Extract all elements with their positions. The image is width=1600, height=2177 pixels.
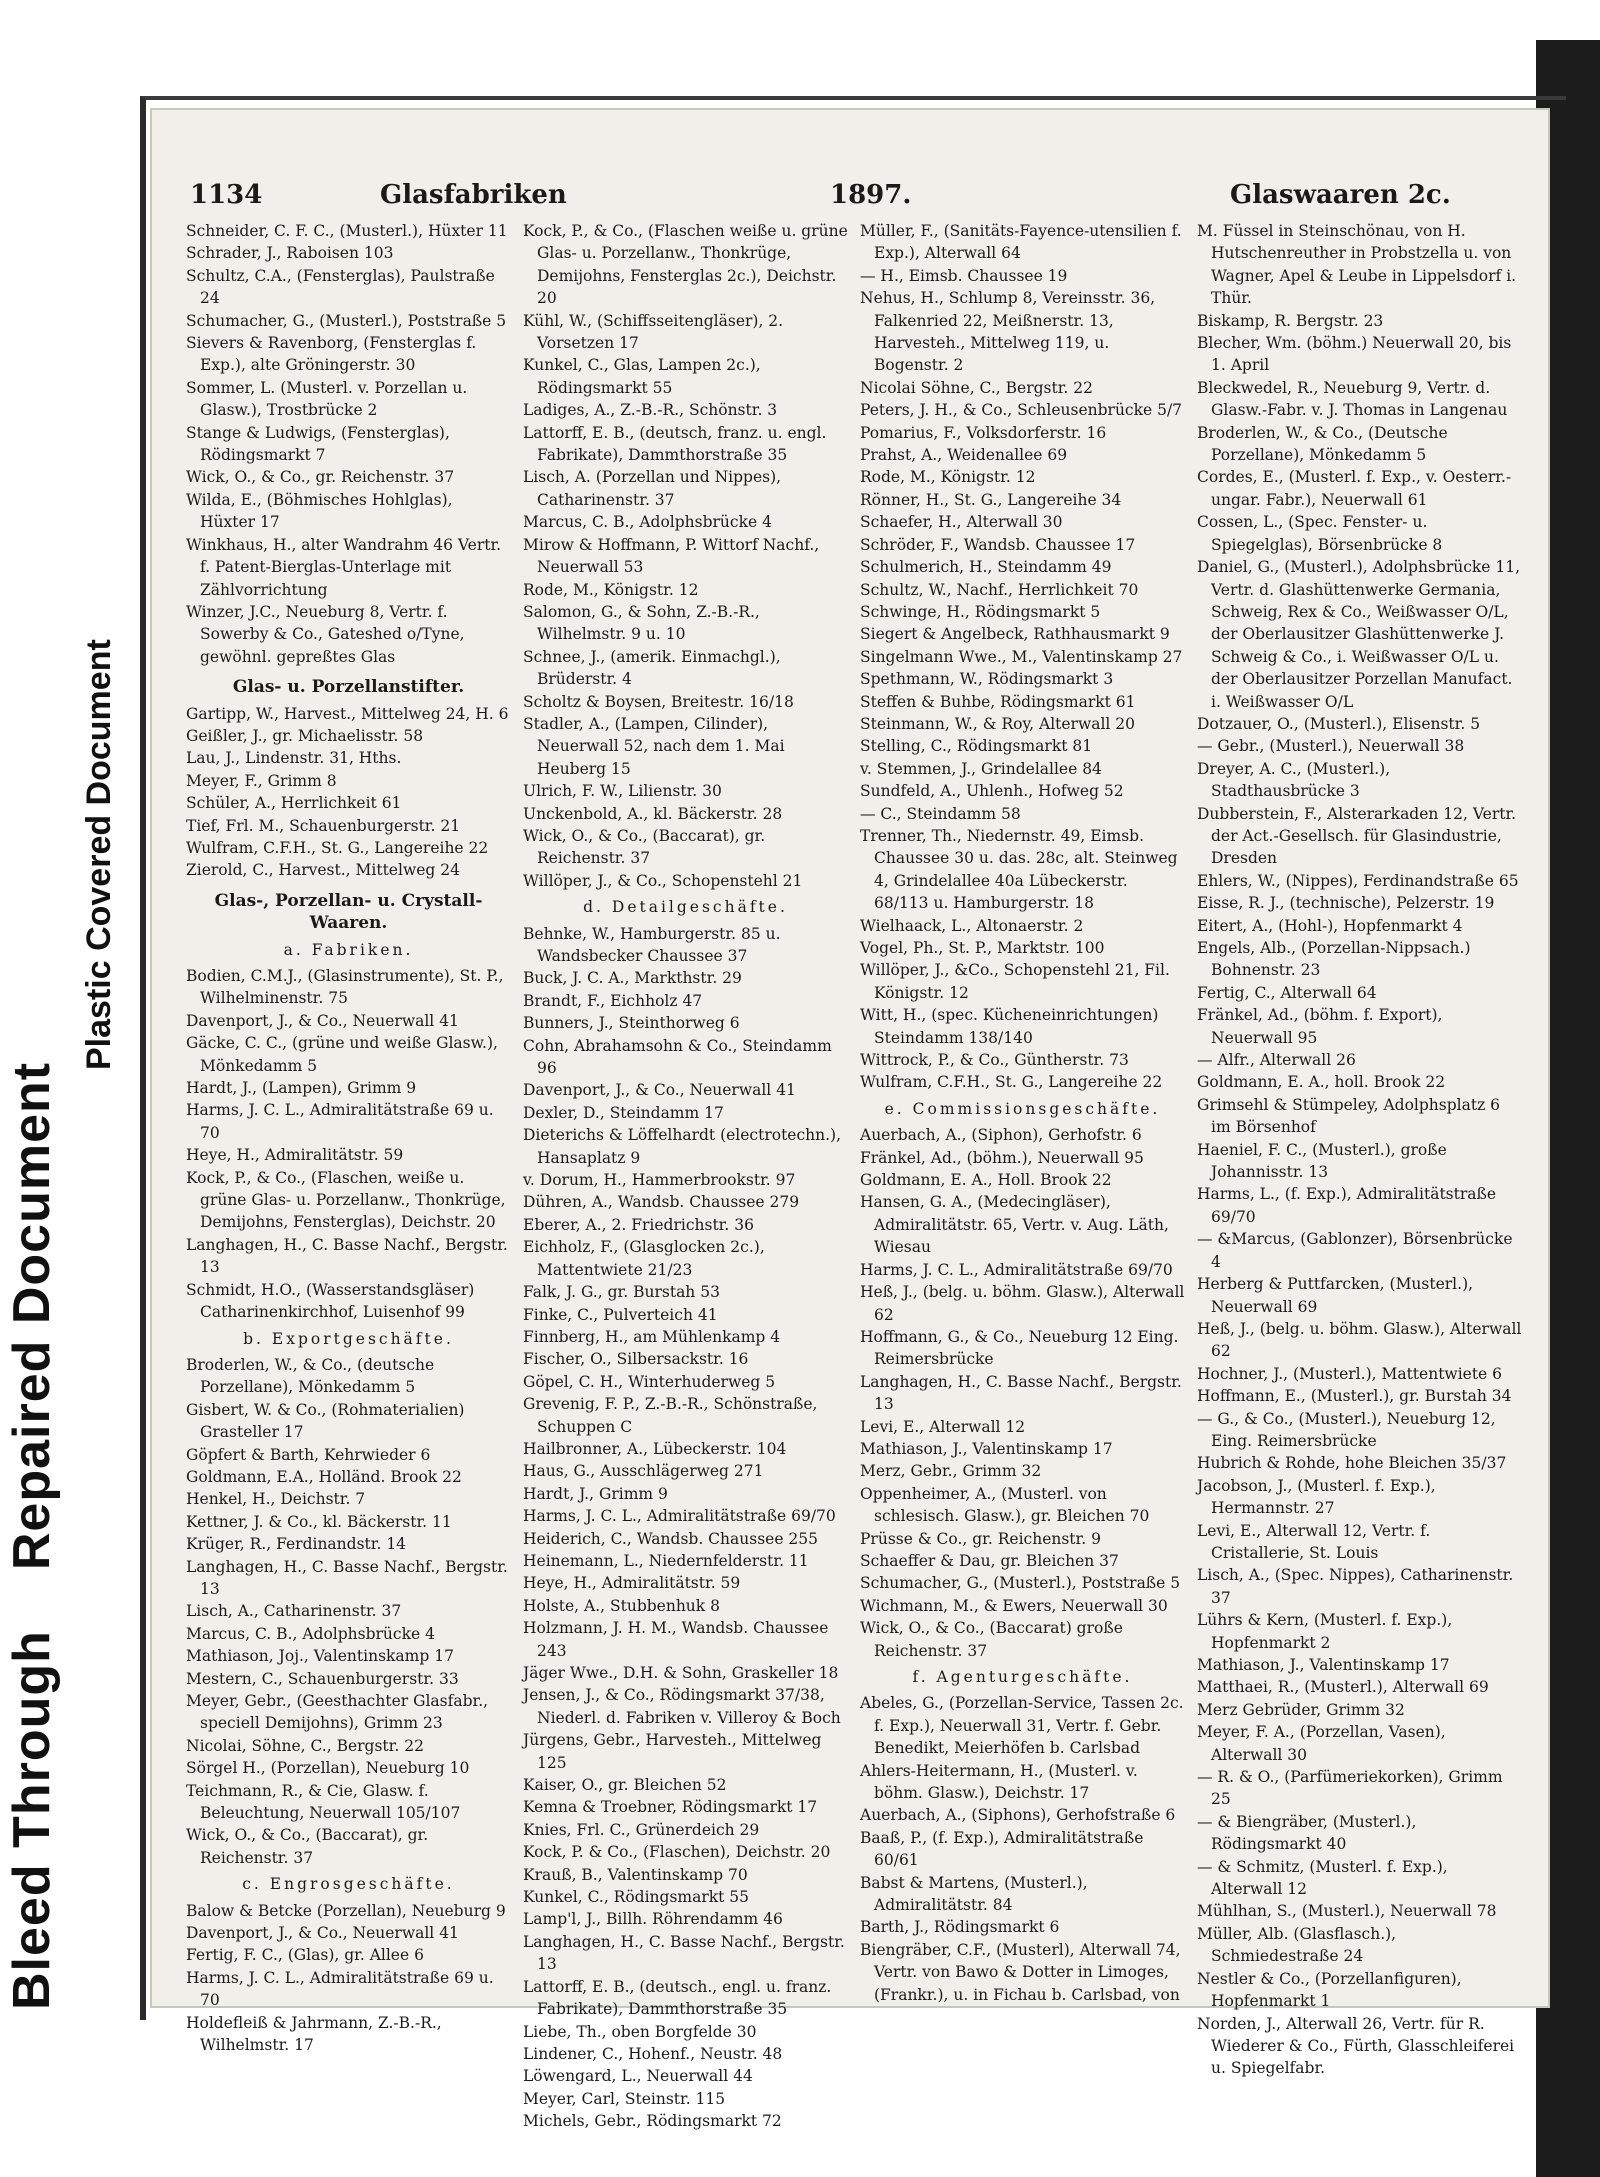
page-number: 1134 bbox=[190, 180, 263, 210]
directory-entry: Witt, H., (spec. Kücheneinrichtungen) Steindamm 138/140 bbox=[860, 1006, 1159, 1047]
directory-entry: Schulmerich, H., Steindamm 49 bbox=[860, 558, 1112, 577]
directory-entry: Tief, Frl. M., Schauenburgerstr. 21 bbox=[186, 816, 461, 835]
directory-entry: Babst & Martens, (Musterl.), Admiralitätstr. 84 bbox=[860, 1873, 1088, 1915]
directory-entry: Broderlen, W., & Co., (deutsche Porzellane), Mönkedamm 5 bbox=[186, 1355, 435, 1397]
directory-entry: Heß, J., (belg. u. böhm. Glasw.), Alterwall 62 bbox=[860, 1283, 1185, 1324]
directory-entry: — & Biengräber, (Musterl.), Rödingsmarkt 40 bbox=[1197, 1812, 1417, 1854]
section-heading: c. Engrosgeschäfte. bbox=[242, 1875, 455, 1894]
directory-entry: Eitert, A., (Hohl-), Hopfenmarkt 4 bbox=[1197, 916, 1463, 935]
directory-entry: Cordes, E., (Musterl. f. Exp., v. Oesterr.-ungar. Fabr.), Neuerwall 61 bbox=[1197, 468, 1512, 509]
directory-entry: Holzmann, J. H. M., Wandsb. Chaussee 243 bbox=[523, 1619, 829, 1660]
directory-entry: Dotzauer, O., (Musterl.), Elisenstr. 5 bbox=[1197, 714, 1481, 733]
directory-entry: Heye, H., Admiralitätstr. 59 bbox=[523, 1574, 741, 1593]
directory-entry: Bunners, J., Steinthorweg 6 bbox=[523, 1014, 740, 1033]
directory-entry: Jacobson, J., (Musterl. f. Exp.), Hermannstr. 27 bbox=[1197, 1476, 1436, 1518]
directory-entry: Krüger, R., Ferdinandstr. 14 bbox=[186, 1535, 407, 1554]
directory-entry: Dühren, A., Wandsb. Chaussee 279 bbox=[523, 1193, 800, 1212]
directory-entry: Cossen, L., (Spec. Fenster- u. Spiegelglas), Börsenbrücke 8 bbox=[1197, 513, 1443, 554]
directory-entry: Goldmann, E. A., holl. Brook 22 bbox=[1197, 1073, 1446, 1092]
column-1 bbox=[186, 220, 511, 2055]
directory-entry: — &Marcus, (Gablonzer), Börsenbrücke 4 bbox=[1197, 1230, 1513, 1271]
directory-entry: Stange & Ludwigs, (Fensterglas), Rödingsmarkt 7 bbox=[186, 423, 450, 465]
directory-entry: Ulrich, F. W., Lilienstr. 30 bbox=[523, 782, 722, 801]
directory-entry: Mathiason, J., Valentinskamp 17 bbox=[1197, 1656, 1450, 1674]
directory-entry: Lattorff, E. B., (deutsch., engl. u. franz. Fabrikate), Dammthorstraße 35 bbox=[523, 1977, 832, 2019]
directory-entry: Wick, O., & Co., (Baccarat), gr. Reichenstr. 37 bbox=[186, 1826, 429, 1867]
directory-entry: Fertig, F. C., (Glas), gr. Allee 6 bbox=[186, 1946, 424, 1965]
directory-entry: Michels, Gebr., Rödingsmarkt 72 bbox=[523, 2112, 782, 2131]
column-3 bbox=[860, 220, 1185, 2004]
directory-entry: Biskamp, R. Bergstr. 23 bbox=[1197, 311, 1384, 330]
directory-entry: Rönner, H., St. G., Langereihe 34 bbox=[860, 490, 1122, 509]
header-left-title: Glasfabriken bbox=[380, 180, 567, 210]
directory-entry: Dieterichs & Löffelhardt (electrotechn.), Hansaplatz 9 bbox=[523, 1126, 842, 1167]
directory-entry: Eberer, A., 2. Friedrichstr. 36 bbox=[523, 1215, 754, 1234]
repaired-document-label: Repaired Document bbox=[3, 1061, 61, 1571]
directory-entry: Jürgens, Gebr., Harvesteh., Mittelweg 125 bbox=[523, 1731, 822, 1772]
directory-entry: Goldmann, E.A., Holländ. Brook 22 bbox=[186, 1467, 462, 1486]
directory-entry: Lau, J., Lindenstr. 31, Hths. bbox=[186, 749, 402, 768]
directory-entry: Harms, J. C. L., Admiralitätstraße 69 u. 70 bbox=[186, 1968, 494, 2010]
directory-entry: v. Stemmen, J., Grindelallee 84 bbox=[860, 759, 1102, 778]
directory-entry: Hardt, J., Grimm 9 bbox=[523, 1484, 668, 1503]
directory-entry: Fränkel, Ad., (böhm.), Neuerwall 95 bbox=[860, 1148, 1144, 1167]
directory-entry: Fertig, C., Alterwall 64 bbox=[1197, 983, 1377, 1002]
directory-entry: Schnee, J., (amerik. Einmachgl.), Brüderstr. 4 bbox=[523, 647, 781, 689]
directory-entry: Nestler & Co., (Porzellanfiguren), Hopfenmarkt 1 bbox=[1197, 1969, 1462, 2011]
directory-entry: Göpel, C. H., Winterhuderweg 5 bbox=[523, 1372, 776, 1391]
directory-entry: Biengräber, C.F., (Musterl), Alterwall 74, Vertr. von Bawo & Dotter in Limoges, (Frankr.), u. in Fichau b. Carlsbad, von bbox=[860, 1940, 1181, 2004]
directory-entry: Schaeffer & Dau, gr. Bleichen 37 bbox=[860, 1551, 1119, 1570]
directory-entry: Prahst, A., Weidenallee 69 bbox=[860, 446, 1068, 465]
directory-entry: Harms, J. C. L., Admiralitätstraße 69/70 bbox=[523, 1507, 836, 1526]
directory-entry: Scholtz & Boysen, Breitestr. 16/18 bbox=[523, 692, 794, 711]
directory-entry: Löwengard, L., Neuerwall 44 bbox=[523, 2067, 753, 2086]
directory-entry: Ehlers, W., (Nippes), Ferdinandstraße 65 bbox=[1197, 871, 1519, 890]
directory-entry: Eichholz, F., (Glasglocken 2c.), Mattentwiete 21/23 bbox=[523, 1238, 765, 1279]
directory-entry: Kettner, J. & Co., kl. Bäckerstr. 11 bbox=[186, 1512, 452, 1531]
directory-entry: Salomon, G., & Sohn, Z.-B.-R., Wilhelmstr. 9 u. 10 bbox=[523, 602, 760, 644]
directory-entry: Lattorff, E. B., (deutsch, franz. u. engl. Fabrikate), Dammthorstraße 35 bbox=[523, 423, 827, 465]
directory-entry: Abeles, G., (Porzellan-Service, Tassen 2c. f. Exp.), Neuerwall 31, Vertr. f. Gebr. Benedikt, Meierhöfen b. Carlsbad bbox=[860, 1694, 1184, 1758]
directory-entry: Peters, J. H., & Co., Schleusenbrücke 5/7 bbox=[860, 401, 1183, 420]
section-heading: f. Agenturgeschäfte. bbox=[912, 1668, 1133, 1686]
directory-entry: Kunkel, C., Rödingsmarkt 55 bbox=[523, 1888, 750, 1907]
header-right-title: Glaswaaren 2c. bbox=[1230, 180, 1451, 210]
directory-entry: Auerbach, A., (Siphon), Gerhofstr. 6 bbox=[860, 1126, 1142, 1145]
column-4 bbox=[1197, 220, 1522, 2078]
directory-entry: Auerbach, A., (Siphons), Gerhofstraße 6 bbox=[860, 1806, 1176, 1825]
directory-entry: Nicolai Söhne, C., Bergstr. 22 bbox=[860, 378, 1094, 397]
directory-entry: Kemna & Troebner, Rödingsmarkt 17 bbox=[523, 1798, 818, 1817]
plastic-covered-label: Plastic Covered Document bbox=[80, 639, 118, 1070]
directory-entry: Henkel, H., Deichstr. 7 bbox=[186, 1490, 366, 1509]
directory-entry: Haus, G., Ausschlägerweg 271 bbox=[523, 1462, 764, 1481]
directory-entry: Rode, M., Königstr. 12 bbox=[860, 468, 1036, 487]
directory-entry: Lisch, A., Catharinenstr. 37 bbox=[186, 1602, 402, 1621]
section-heading: b. Exportgeschäfte. bbox=[243, 1329, 454, 1348]
directory-entry: Trenner, Th., Niedernstr. 49, Eimsb. Chaussee 30 u. das. 28c, alt. Steinweg 4, Grindelallee 40a Lübeckerstr. 68/113 u. Hamburgerstr. 18 bbox=[860, 826, 1178, 913]
directory-entry: Mathiason, J., Valentinskamp 17 bbox=[860, 1439, 1113, 1458]
directory-entry: Nicolai, Söhne, C., Bergstr. 22 bbox=[186, 1736, 424, 1755]
directory-entry: Steffen & Buhbe, Rödingsmarkt 61 bbox=[860, 692, 1136, 711]
directory-entry: Falk, J. G., gr. Burstah 53 bbox=[523, 1283, 720, 1302]
directory-entry: Sundfeld, A., Uhlenh., Hofweg 52 bbox=[860, 782, 1124, 801]
directory-entry: Davenport, J., & Co., Neuerwall 41 bbox=[523, 1081, 796, 1100]
directory-entry: Schmidt, H.O., (Wasserstandsgläser) Catharinenkirchhof, Luisenhof 99 bbox=[186, 1280, 475, 1322]
directory-entry: Haeniel, F. C., (Musterl.), große Johannisstr. 13 bbox=[1197, 1140, 1447, 1182]
directory-entry: Dubberstein, F., Alsterarkaden 12, Vertr. der Act.-Gesellsch. für Glasindustrie, Dresden bbox=[1197, 804, 1517, 868]
directory-entry: Meyer, Carl, Steinstr. 115 bbox=[523, 2089, 726, 2108]
directory-entry: Harms, J. C. L., Admiralitätstraße 69/70 bbox=[860, 1260, 1173, 1279]
directory-entry: Baaß, P., (f. Exp.), Admiralitätstraße 60/61 bbox=[860, 1828, 1144, 1870]
directory-entry: Rode, M., Königstr. 12 bbox=[523, 580, 699, 599]
directory-entry: Holdefleiß & Jahrmann, Z.-B.-R., Wilhelmstr. 17 bbox=[186, 2013, 442, 2055]
directory-entry: Zierold, C., Harvest., Mittelweg 24 bbox=[186, 861, 460, 880]
directory-entry: Marcus, C. B., Adolphsbrücke 4 bbox=[523, 513, 772, 532]
directory-entry: Sommer, L. (Musterl. v. Porzellan u. Glasw.), Trostbrücke 2 bbox=[186, 378, 468, 420]
directory-entry: Ahlers-Heitermann, H., (Musterl. v. böhm. Glasw.), Deichstr. 17 bbox=[860, 1761, 1138, 1803]
directory-entry: Mirow & Hoffmann, P. Wittorf Nachf., Neuerwall 53 bbox=[523, 535, 820, 577]
directory-entry: Broderlen, W., & Co., (Deutsche Porzellane), Mönkedamm 5 bbox=[1197, 423, 1448, 465]
directory-entry: Kock, P., & Co., (Flaschen weiße u. grüne Glas- u. Porzellanw., Thonkrüge, Demijohns, Fensterglas 2c.), Deichstr. 20 bbox=[523, 222, 848, 308]
directory-entry: Schrader, J., Raboisen 103 bbox=[186, 244, 394, 263]
directory-entry: Wick, O., & Co., gr. Reichenstr. 37 bbox=[186, 468, 455, 487]
directory-entry: Steinmann, W., & Roy, Alterwall 20 bbox=[860, 714, 1136, 733]
directory-entry: Hoffmann, G., & Co., Neueburg 12 Eing. Reimersbrücke bbox=[860, 1327, 1179, 1369]
directory-entry: Brandt, F., Eichholz 47 bbox=[523, 991, 703, 1010]
directory-entry: Merz Gebrüder, Grimm 32 bbox=[1197, 1700, 1405, 1719]
directory-entry: Davenport, J., & Co., Neuerwall 41 bbox=[186, 1924, 459, 1943]
directory-entry: Siegert & Angelbeck, Rathhausmarkt 9 bbox=[860, 625, 1170, 644]
directory-entry: Mathiason, Joj., Valentinskamp 17 bbox=[186, 1647, 454, 1666]
directory-entry: Meyer, F. A., (Porzellan, Vasen), Alterwall 30 bbox=[1197, 1723, 1446, 1764]
directory-entry: Bodien, C.M.J., (Glasinstrumente), St. P., Wilhelminenstr. 75 bbox=[186, 967, 504, 1008]
directory-entry: Finnberg, H., am Mühlenkamp 4 bbox=[523, 1327, 781, 1346]
directory-entry: Fränkel, Ad., (böhm. f. Export), Neuerwall 95 bbox=[1197, 1006, 1443, 1047]
directory-entry: Sörgel H., (Porzellan), Neueburg 10 bbox=[186, 1759, 470, 1778]
directory-entry: Singelmann Wwe., M., Valentinskamp 27 bbox=[860, 647, 1183, 666]
directory-entry: Blecher, Wm. (böhm.) Neuerwall 20, bis 1. April bbox=[1197, 334, 1512, 375]
directory-entry: Heinemann, L., Niedernfelderstr. 11 bbox=[523, 1551, 809, 1570]
directory-entry: Wichmann, M., & Ewers, Neuerwall 30 bbox=[860, 1596, 1168, 1615]
directory-entry: Schüler, A., Herrlichkeit 61 bbox=[186, 794, 402, 813]
section-heading: Glas- u. Porzellanstifter. bbox=[232, 677, 465, 698]
directory-entry: — C., Steindamm 58 bbox=[860, 804, 1021, 823]
directory-entry: Stadler, A., (Lampen, Cilinder), Neuerwall 52, nach dem 1. Mai Heuberg 15 bbox=[523, 714, 785, 778]
directory-entry: Lindener, C., Hohenf., Neustr. 48 bbox=[523, 2044, 783, 2063]
directory-entry: Geißler, J., gr. Michaelisstr. 58 bbox=[186, 726, 424, 745]
directory-entry: Kock, P., & Co., (Flaschen, weiße u. grüne Glas- u. Porzellanw., Thonkrüge, Demijohns, Fensterglas), Deichstr. 20 bbox=[186, 1168, 506, 1232]
directory-entry: Hailbronner, A., Lübeckerstr. 104 bbox=[523, 1439, 787, 1458]
directory-entry: Ladiges, A., Z.-B.-R., Schönstr. 3 bbox=[523, 401, 778, 420]
directory-entry: Wulfram, C.F.H., St. G., Langereihe 22 bbox=[186, 838, 489, 857]
directory-entry: Sievers & Ravenborg, (Fensterglas f. Exp.), alte Gröningerstr. 30 bbox=[186, 334, 477, 375]
directory-entry: Grevenig, F. P., Z.-B.-R., Schönstraße, Schuppen C bbox=[523, 1395, 818, 1436]
directory-entry: Kunkel, C., Glas, Lampen 2c.), Rödingsmarkt 55 bbox=[523, 356, 761, 397]
directory-entry: Schultz, W., Nachf., Herrlichkeit 70 bbox=[860, 580, 1139, 599]
directory-entry: Levi, E., Alterwall 12 bbox=[860, 1417, 1026, 1436]
section-heading: e. Commissionsgeschäfte. bbox=[884, 1099, 1161, 1118]
directory-entry: Grimsehl & Stümpeley, Adolphsplatz 6 im Börsenhof bbox=[1197, 1095, 1501, 1137]
directory-entry: Herberg & Puttfarcken, (Musterl.), Neuerwall 69 bbox=[1197, 1275, 1474, 1316]
directory-entry: Behnke, W., Hamburgerstr. 85 u. Wandsbecker Chaussee 37 bbox=[523, 924, 781, 965]
directory-entry: Merz, Gebr., Grimm 32 bbox=[860, 1462, 1042, 1481]
document-page bbox=[150, 108, 1550, 2131]
directory-entry: Wielhaack, L., Altonaerstr. 2 bbox=[860, 916, 1084, 935]
section-heading: d. Detailgeschäfte. bbox=[583, 898, 788, 917]
section-heading: a. Fabriken. bbox=[283, 940, 414, 959]
directory-entry: Gisbert, W. & Co., (Rohmaterialien) Grasteller 17 bbox=[186, 1400, 465, 1442]
directory-entry: Schumacher, G., (Musterl.), Poststraße 5 bbox=[860, 1574, 1181, 1593]
directory-entry: Lisch, A., (Spec. Nippes), Catharinenstr. 37 bbox=[1197, 1566, 1514, 1607]
directory-entry: — R. & O., (Parfümeriekorken), Grimm 25 bbox=[1197, 1768, 1503, 1809]
directory-entry: Hubrich & Rohde, hohe Bleichen 35/37 bbox=[1197, 1454, 1507, 1473]
directory-entry: Kaiser, O., gr. Bleichen 52 bbox=[523, 1776, 727, 1795]
directory-entry: Oppenheimer, A., (Musterl. von schlesisch. Glasw.), gr. Bleichen 70 bbox=[860, 1484, 1150, 1526]
directory-entry: Langhagen, H., C. Basse Nachf., Bergstr. 13 bbox=[186, 1557, 508, 1598]
directory-entry: Mühlhan, S., (Musterl.), Neuerwall 78 bbox=[1197, 1902, 1497, 1921]
directory-entry: Hoffmann, E., (Musterl.), gr. Burstah 34 bbox=[1197, 1387, 1512, 1406]
directory-entry: — G., & Co., (Musterl.), Neueburg 12, Eing. Reimersbrücke bbox=[1197, 1409, 1496, 1450]
directory-entry: v. Dorum, H., Hammerbrookstr. 97 bbox=[523, 1171, 796, 1190]
directory-entry: Gartipp, W., Harvest., Mittelweg 24, H. 6 bbox=[186, 704, 509, 723]
directory-entry: Langhagen, H., C. Basse Nachf., Bergstr. 13 bbox=[523, 1932, 845, 1974]
directory-entry: Wick, O., & Co., (Baccarat) große Reichenstr. 37 bbox=[860, 1619, 1123, 1660]
directory-entry: Balow & Betcke (Porzellan), Neueburg 9 bbox=[186, 1901, 506, 1920]
directory-entry: Schröder, F., Wandsb. Chaussee 17 bbox=[860, 535, 1136, 554]
directory-entry: Schneider, C. F. C., (Musterl.), Hüxter 11 bbox=[186, 222, 508, 240]
directory-entry: Norden, J., Alterwall 26, Vertr. für R. Wiederer & Co., Fürth, Glasschleiferei u. Spiegelfabr. bbox=[1197, 2014, 1515, 2078]
directory-entry: Jäger Wwe., D.H. & Sohn, Graskeller 18 bbox=[523, 1664, 839, 1682]
directory-entry: M. Füssel in Steinschönau, von H. Hutschenreuther in Probstzella u. von Wagner, Apel & Leube in Lippelsdorf i. Thür. bbox=[1197, 222, 1517, 308]
directory-entry: Harms, L., (f. Exp.), Admiralitätstraße 69/70 bbox=[1197, 1185, 1497, 1226]
directory-entry: Marcus, C. B., Adolphsbrücke 4 bbox=[186, 1624, 435, 1643]
directory-entry: Winzer, J.C., Neueburg 8, Vertr. f. Sowerby & Co., Gateshed o/Tyne, gewöhnl. gepreßtes Glas bbox=[186, 602, 465, 666]
directory-entry: Heß, J., (belg. u. böhm. Glasw.), Alterwall 62 bbox=[1197, 1319, 1522, 1361]
bleed-through-label: Bleed Through bbox=[3, 1630, 61, 2010]
directory-entry: Dreyer, A. C., (Musterl.), Stadthausbrücke 3 bbox=[1197, 759, 1391, 801]
directory-entry: — Alfr., Alterwall 26 bbox=[1197, 1051, 1356, 1070]
directory-entry: Willöper, J., &Co., Schopenstehl 21, Fil. Königstr. 12 bbox=[860, 961, 1170, 1002]
directory-entry: Mestern, C., Schauenburgerstr. 33 bbox=[186, 1669, 459, 1688]
directory-entry: Davenport, J., & Co., Neuerwall 41 bbox=[186, 1011, 459, 1030]
directory-entry: Schumacher, G., (Musterl.), Poststraße 5 bbox=[186, 311, 507, 330]
directory-entry: Jensen, J., & Co., Rödingsmarkt 37/38, Niederl. d. Fabriken v. Villeroy & Boch bbox=[523, 1686, 841, 1727]
directory-entry: Prüsse & Co., gr. Reichenstr. 9 bbox=[860, 1529, 1101, 1548]
directory-entry: — H., Eimsb. Chaussee 19 bbox=[860, 266, 1068, 285]
directory-entry: Holste, A., Stubbenhuk 8 bbox=[523, 1596, 720, 1615]
directory-entry: Wilda, E., (Böhmisches Hohlglas), Hüxter 17 bbox=[186, 490, 453, 532]
directory-entry: Engels, Alb., (Porzellan-Nippsach.) Bohnenstr. 23 bbox=[1197, 939, 1471, 980]
directory-entry: Liebe, Th., oben Borgfelde 30 bbox=[523, 2022, 757, 2041]
directory-entry: Barth, J., Rödingsmarkt 6 bbox=[860, 1918, 1060, 1937]
directory-entry: Eisse, R. J., (technische), Pelzerstr. 19 bbox=[1197, 894, 1495, 913]
header-year: 1897. bbox=[830, 180, 912, 210]
directory-entry: Winkhaus, H., alter Wandrahm 46 Vertr. f. Patent-Bierglas-Unterlage mit Zählvorrichtung bbox=[186, 535, 502, 599]
directory-entry: Pomarius, F., Volksdorferstr. 16 bbox=[860, 423, 1107, 442]
column-2 bbox=[523, 220, 848, 2131]
directory-entry: Spethmann, W., Rödingsmarkt 3 bbox=[860, 670, 1114, 689]
directory-entry: Nehus, H., Schlump 8, Vereinsstr. 36, Falkenried 22, Meißnerstr. 13, Harvesteh., Mittelweg 119, u. Bogenstr. 2 bbox=[860, 289, 1156, 375]
directory-entry: — & Schmitz, (Musterl. f. Exp.), Alterwall 12 bbox=[1197, 1857, 1448, 1899]
directory-entry: Hardt, J., (Lampen), Grimm 9 bbox=[186, 1079, 417, 1098]
directory-entry: — Gebr., (Musterl.), Neuerwall 38 bbox=[1197, 737, 1465, 756]
directory-entry: Knies, Frl. C., Grünerdeich 29 bbox=[523, 1820, 760, 1839]
directory-entry: Stelling, C., Rödingsmarkt 81 bbox=[860, 737, 1093, 756]
directory-entry: Finke, C., Pulverteich 41 bbox=[523, 1305, 718, 1324]
directory-entry: Lührs & Kern, (Musterl. f. Exp.), Hopfenmarkt 2 bbox=[1197, 1611, 1453, 1652]
directory-entry: Meyer, Gebr., (Geesthachter Glasfabr., speciell Demijohns), Grimm 23 bbox=[186, 1692, 489, 1733]
directory-entry: Fischer, O., Silbersackstr. 16 bbox=[523, 1350, 749, 1369]
directory-entry: Buck, J. C. A., Markthstr. 29 bbox=[523, 969, 742, 988]
directory-entry: Cohn, Abrahamsohn & Co., Steindamm 96 bbox=[523, 1036, 832, 1078]
directory-entry: Krauß, B., Valentinskamp 70 bbox=[523, 1865, 748, 1884]
directory-entry: Hochner, J., (Musterl.), Mattentwiete 6 bbox=[1197, 1364, 1503, 1383]
directory-entry: Hansen, G. A., (Medecingläser), Admiralitätstr. 65, Vertr. v. Aug. Läth, Wiesau bbox=[860, 1193, 1169, 1257]
directory-entry: Heiderich, C., Wandsb. Chaussee 255 bbox=[523, 1529, 819, 1548]
directory-entry: Bleckwedel, R., Neueburg 9, Vertr. d. Glasw.-Fabr. v. J. Thomas in Langenau bbox=[1197, 378, 1508, 420]
directory-entry: Lisch, A. (Porzellan und Nippes), Catharinenstr. 37 bbox=[523, 468, 782, 509]
directory-entry: Schultz, C.A., (Fensterglas), Paulstraße 24 bbox=[186, 266, 495, 308]
directory-entry: Müller, Alb. (Glasflasch.), Schmiedestraße 24 bbox=[1197, 1924, 1397, 1966]
directory-columns bbox=[186, 220, 1522, 2131]
directory-entry: Schwinge, H., Rödingsmarkt 5 bbox=[860, 602, 1101, 621]
directory-entry: Goldmann, E. A., Holl. Brook 22 bbox=[860, 1171, 1112, 1190]
directory-entry: Matthaei, R., (Musterl.), Alterwall 69 bbox=[1197, 1678, 1489, 1697]
directory-entry: Göpfert & Barth, Kehrwieder 6 bbox=[186, 1445, 431, 1464]
directory-entry: Unckenbold, A., kl. Bäckerstr. 28 bbox=[523, 804, 783, 823]
directory-entry: Langhagen, H., C. Basse Nachf., Bergstr. 13 bbox=[186, 1235, 508, 1277]
directory-entry: Müller, F., (Sanitäts-Fayence-utensilien f. Exp.), Alterwall 64 bbox=[860, 222, 1182, 263]
directory-entry: Langhagen, H., C. Basse Nachf., Bergstr. 13 bbox=[860, 1372, 1182, 1414]
directory-entry: Lamp'l, J., Billh. Röhrendamm 46 bbox=[523, 1910, 783, 1929]
directory-entry: Willöper, J., & Co., Schopenstehl 21 bbox=[523, 871, 803, 890]
directory-entry: Gäcke, C. C., (grüne und weiße Glasw.), Mönkedamm 5 bbox=[186, 1034, 498, 1075]
directory-entry: Schaefer, H., Alterwall 30 bbox=[860, 513, 1063, 532]
directory-entry: Levi, E., Alterwall 12, Vertr. f. Cristallerie, St. Louis bbox=[1197, 1521, 1431, 1562]
directory-entry: Heye, H., Admiralitätstr. 59 bbox=[186, 1146, 404, 1165]
directory-entry: Teichmann, R., & Cie, Glasw. f. Beleuchtung, Neuerwall 105/107 bbox=[186, 1781, 461, 1823]
section-heading: Glas-, Porzellan- u. Crystall-Waaren. bbox=[214, 890, 483, 934]
directory-entry: Wick, O., & Co., (Baccarat), gr. Reichenstr. 37 bbox=[523, 826, 766, 868]
directory-entry: Daniel, G., (Musterl.), Adolphsbrücke 11, Vertr. d. Glashüttenwerke Germania, Schweig, Rex & Co., Weißwasser O/L, der Oberlausitzer Glashüttenwerke J. Schweig & Co., i. Weißwasser O/L u. der Oberlausitzer Porzellan Manufact. i. Weißwasser O/L bbox=[1197, 558, 1521, 711]
directory-entry: Meyer, F., Grimm 8 bbox=[186, 771, 337, 790]
directory-entry: Kühl, W., (Schiffsseitengläser), 2. Vorsetzen 17 bbox=[523, 311, 784, 353]
directory-entry: Dexler, D., Steindamm 17 bbox=[523, 1103, 724, 1122]
directory-entry: Vogel, Ph., St. P., Marktstr. 100 bbox=[860, 939, 1105, 957]
side-label-primary bbox=[2, 1002, 62, 2010]
page-header bbox=[190, 180, 1520, 216]
directory-entry: Wittrock, P., & Co., Güntherstr. 73 bbox=[860, 1051, 1129, 1070]
directory-entry: Kock, P. & Co., (Flaschen), Deichstr. 20 bbox=[523, 1843, 831, 1862]
directory-entry: Harms, J. C. L., Admiralitätstraße 69 u. 70 bbox=[186, 1101, 494, 1142]
directory-entry: Wulfram, C.F.H., St. G., Langereihe 22 bbox=[860, 1073, 1163, 1092]
